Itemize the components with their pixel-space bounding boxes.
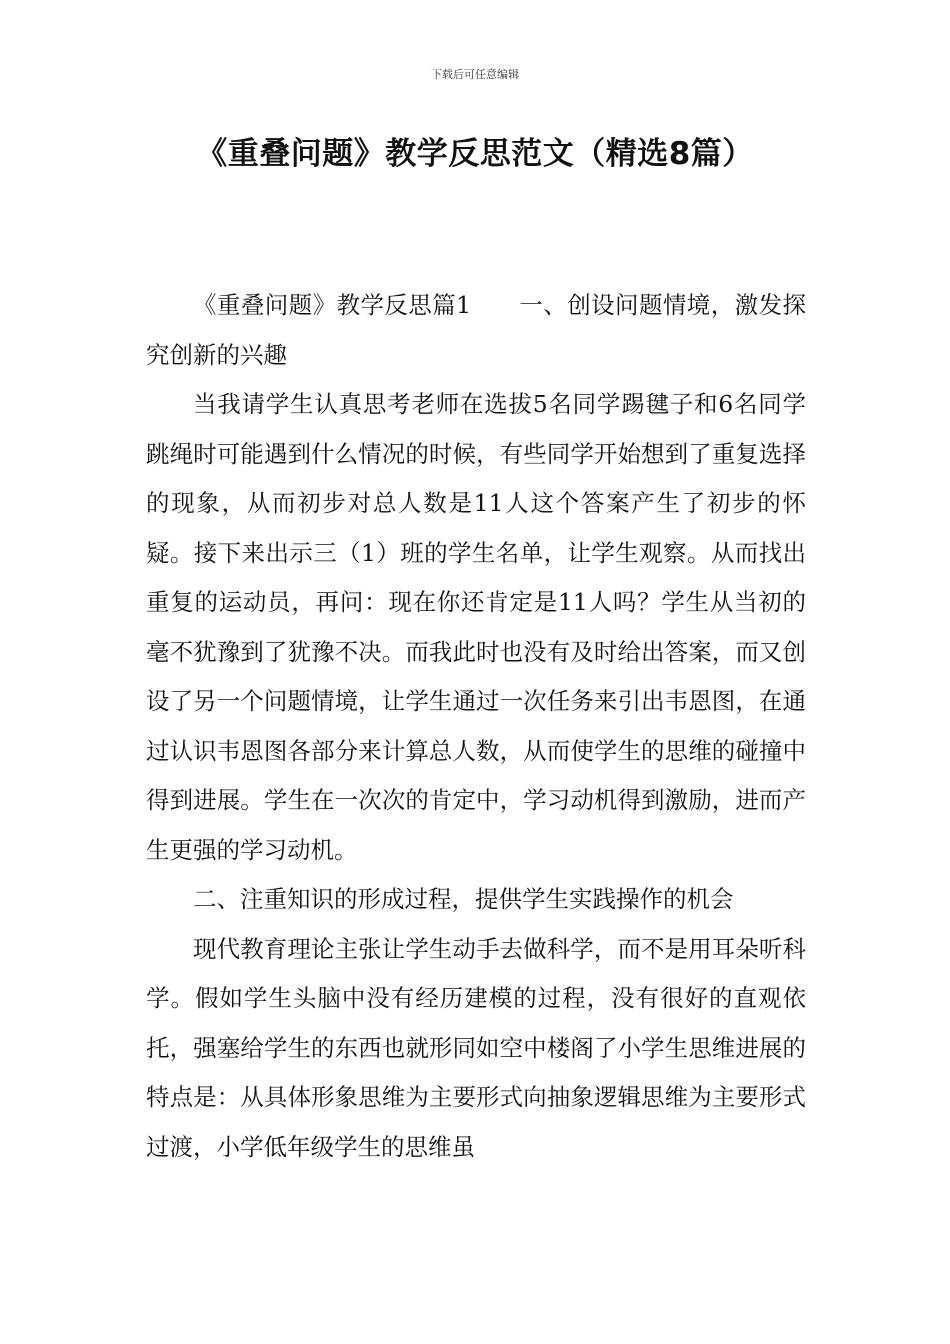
document-title: 《重叠问题》教学反思范文（精选8篇） bbox=[196, 136, 754, 172]
header-note: 下载后可任意编辑 bbox=[431, 68, 519, 81]
paragraph-3: 二、注重知识的形成过程，提供学生实践操作的机会 bbox=[193, 885, 734, 913]
paragraph-4: 现代教育理论主张让学生动手去做科学，而不是用耳朵听科学。假如学生头脑中没有经历建模的过程，没有很好的直观依托，强塞给学生的东西也就形同如空中楼阁了小学生思维进展的特点是：从具体形象思维为主要形式向抽象逻辑思维为主要形式过渡，小学低年级学生的思维虽 bbox=[146, 934, 806, 1161]
paragraph-2: 当我请学生认真思考老师在选拔5名同学踢毽子和6名同学跳绳时可能遇到什么情况的时候，有些同学开始想到了重复选择的现象，从而初步对总人数是11人这个答案产生了初步的怀疑。接下来出示三（1）班的学生名单，让学生观察。从而找出重复的运动员，再问：现在你还肯定是11人吗？学生从当初的毫不犹豫到了犹豫不决。而我此时也没有及时给出答案，而又创设了另一个问题情境，让学生通过一次任务来引出韦恩图，在通过认识韦恩图各部分来计算总人数，从而使学生的思维的碰撞中得到进展。学生在一次次的肯定中，学习动机得到激励，进而产生更强的学习动机。 bbox=[146, 390, 806, 864]
document-body bbox=[146, 281, 806, 1172]
paragraph-1: 《重叠问题》教学反思篇1 一、创设问题情境，激发探究创新的兴趣 bbox=[146, 291, 806, 369]
